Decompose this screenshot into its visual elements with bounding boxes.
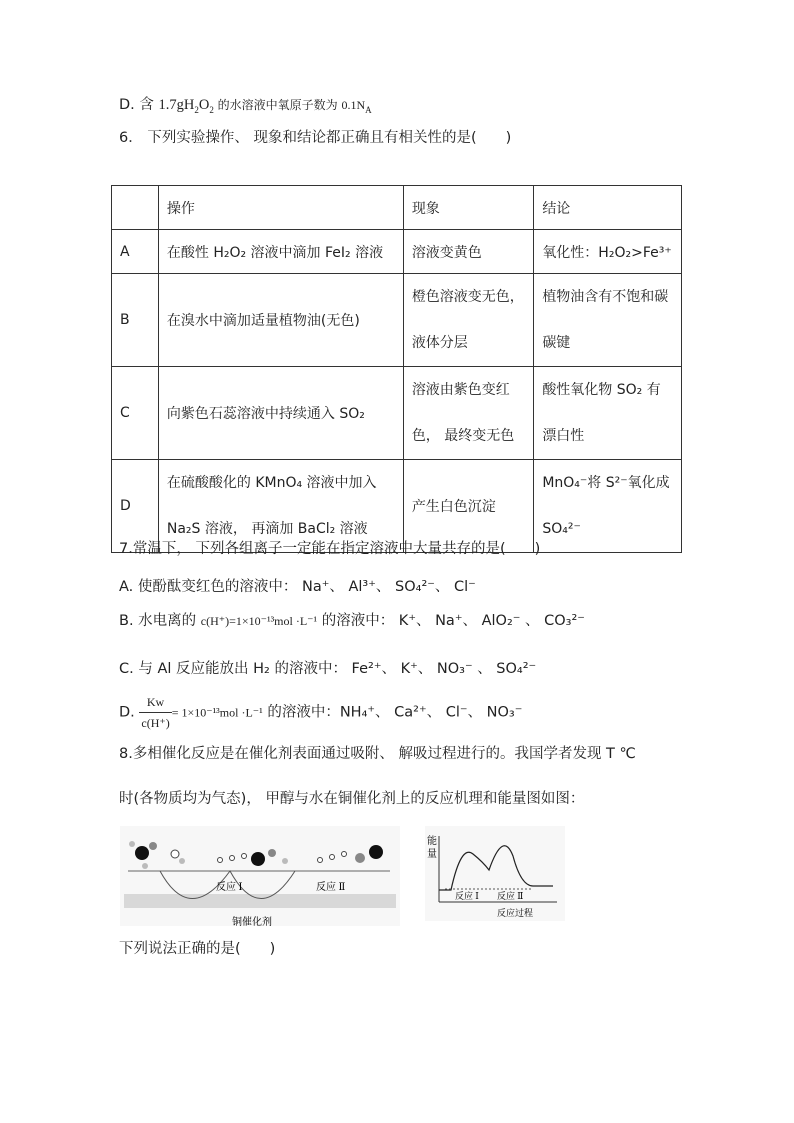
energy-reaction-2-label: 反应 Ⅱ [497,891,524,901]
energy-diagram [425,826,565,921]
operation-cell: 在硫酸酸化的 KMnO₄ 溶液中加入 Na₂S 溶液， 再滴加 BaCl₂ 溶液 [158,460,403,553]
conclusion-cell: MnO₄⁻将 S²⁻氧化成 SO₄²⁻ [534,460,682,553]
energy-axis-label-1: 能 [427,836,437,847]
question-8-line2: 时(各物质均为气态)， 甲醇与水在铜催化剂上的反应机理和能量图如图： [119,791,585,807]
table-header-cell: 现象 [403,186,534,230]
row-label: C [112,367,159,460]
experiment-table [111,185,682,553]
conclusion-cell: 酸性氧化物 SO₂ 有漂白性 [534,367,682,460]
catalyst-surface-diagram [120,826,400,928]
energy-x-axis-label: 反应过程 [497,908,534,918]
table-header-cell: 结论 [534,186,682,230]
option-7d: D. $\frac{Kw}{c(H^+)}$ = 1×10⁻¹³mol ·L⁻¹ 的溶液中：NH₄⁺、 Ca²⁺、 Cl⁻、 NO₃⁻ [119,692,522,733]
option-7b: B. 水电离的 c(H⁺)=1×10⁻¹³mol ·L⁻¹ 的溶液中： K⁺、 Na⁺、 AlO₂⁻ 、 CO₃²⁻ [119,613,585,629]
phenomenon-cell: 产生白色沉淀 [403,460,534,553]
conclusion-cell: 氧化性：H₂O₂>Fe³⁺ [534,230,682,274]
table-header-cell [112,186,159,230]
question-8-line3: 下列说法正确的是( ) [119,941,276,957]
question-6: 6． 下列实验操作、 现象和结论都正确且有相关性的是( ) [119,130,512,146]
table-row [112,367,682,460]
reaction-2-label: 反应 Ⅱ [316,882,346,893]
phenomenon-cell: 溶液变黄色 [403,230,534,274]
phenomenon-cell: 橙色溶液变无色， 液体分层 [403,274,534,367]
energy-axis-label-2: 量 [427,849,437,860]
question-7: 7.常温下， 下列各组离子一定能在指定溶液中大量共存的是( ) [119,541,541,557]
reaction-1-label: 反应 Ⅰ [216,882,243,893]
row-label: B [112,274,159,367]
fraction-kw: $\frac{Kw}{c(H^+)}$ [139,692,171,733]
row-label: D [112,460,159,553]
energy-reaction-1-label: 反应 Ⅰ [455,891,479,901]
option-d-q5: D. 含 $1.7gH_2O_2$ 的水溶液中氧原子数为 $0.1N_A$ [119,97,372,115]
phenomenon-cell: 溶液由紫色变红色， 最终变无色 [403,367,534,460]
table-row [112,274,682,367]
conclusion-cell: 植物油含有不饱和碳碳键 [534,274,682,367]
operation-cell: 在溴水中滴加适量植物油(无色) [158,274,403,367]
operation-cell: 在酸性 H₂O₂ 溶液中滴加 FeI₂ 溶液 [158,230,403,274]
option-7c: C. 与 Al 反应能放出 H₂ 的溶液中： Fe²⁺、 K⁺、 NO₃⁻ 、 SO₄²⁻ [119,661,537,677]
reaction-figure [120,826,570,936]
operation-cell: 向紫色石蕊溶液中持续通入 SO₂ [158,367,403,460]
catalyst-caption: 铜催化剂 [232,917,272,928]
table-row [112,230,682,274]
option-7a: A. 使酚酞变红色的溶液中： Na⁺、 Al³⁺、 SO₄²⁻、 Cl⁻ [119,579,476,595]
table-header-row [112,186,682,230]
question-8-line1: 8.多相催化反应是在催化剂表面通过吸附、 解吸过程进行的。我国学者发现 T ℃ [119,746,636,762]
row-label: A [112,230,159,274]
table-header-cell: 操作 [158,186,403,230]
